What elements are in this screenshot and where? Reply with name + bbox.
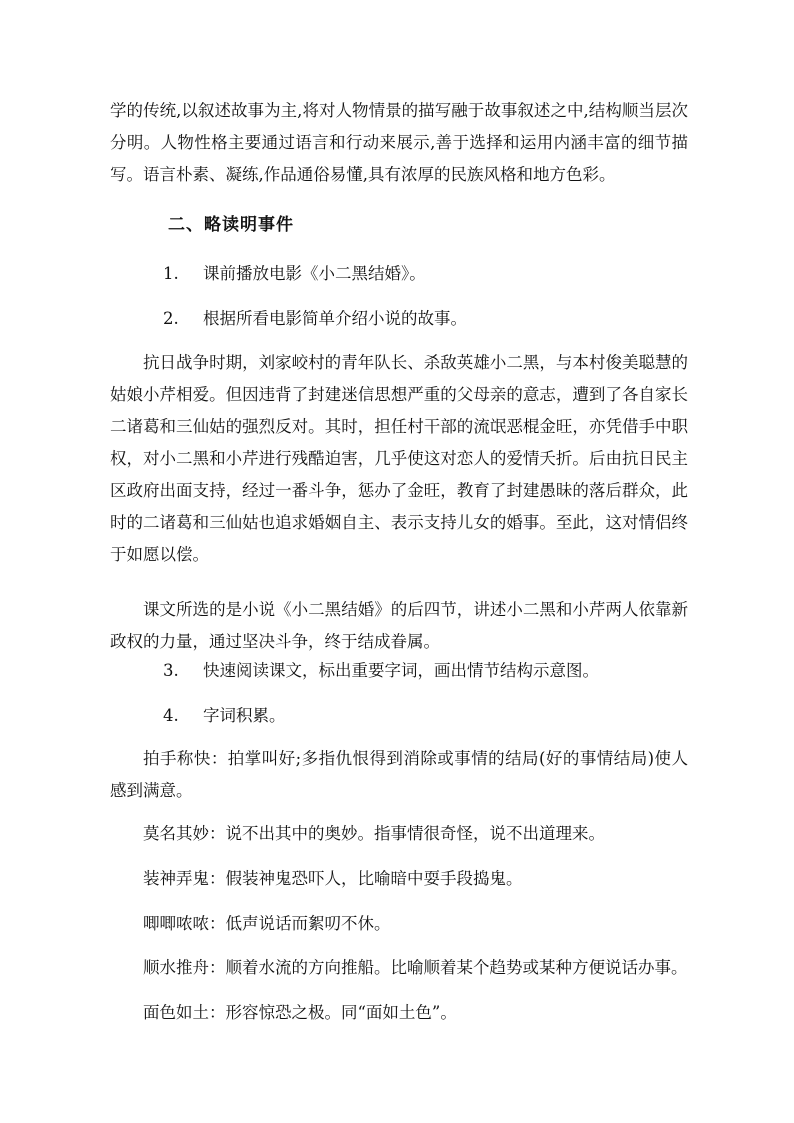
vocabulary-entry: 顺水推舟：顺着水流的方向推船。比喻顺着某个趋势或某种方便说话办事。 [143, 958, 688, 977]
step-number: 4. [163, 706, 179, 725]
step-item [163, 655, 599, 687]
step-text: 字词积累。 [203, 706, 286, 725]
step-number: 1. [163, 264, 179, 283]
story-paragraph: 抗日战争时期，刘家峧村的青年队长、杀敌英雄小二黑，与本村俊美聪慧的姑娘小芹相爱。但因违背了封建迷信思想严重的父母亲的意志，遭到了各自家长二诸葛和三仙姑的强烈反对。其时，担任村干部的流氓恶棍金旺，亦凭借手中职权，对小二黑和小芹进行残酷迫害，几乎使这对恋人的爱情夭折。后由抗日民主区政府出面支持，经过一番斗争，惩办了金旺，教育了封建愚昧的落后群众，此时的二诸葛和三仙姑也追求婚姻自主、表示支持儿女的婚事。至此，这对情侣终于如愿以偿。 [110, 353, 688, 564]
step-item [163, 303, 467, 335]
vocabulary-entry: 拍手称快：拍掌叫好;多指仇恨得到消除或事情的结局(好的事情结局)使人感到满意。 [110, 749, 688, 800]
vocabulary-entry: 装神弄鬼：假装神鬼恐吓人，比喻暗中耍手段捣鬼。 [143, 869, 523, 888]
section-heading: 二、略读明事件 [168, 215, 294, 235]
step-number: 2. [163, 309, 179, 328]
text-paragraph: 课文所选的是小说《小二黑结婚》的后四节，讲述小二黑和小芹两人依靠新政权的力量，通过坚决斗争，终于结成眷属。 [110, 600, 688, 651]
step-text: 快速阅读课文，标出重要字词，画出情节结构示意图。 [203, 661, 599, 680]
step-text: 根据所看电影简单介绍小说的故事。 [203, 309, 467, 328]
vocabulary-entry: 唧唧哝哝：低声说话而絮叨不休。 [143, 914, 391, 933]
step-number: 3. [163, 661, 179, 680]
intro-paragraph: 学的传统,以叙述故事为主,将对人物情景的描写融于故事叙述之中,结构顺当层次分明。人物性格主要通过语言和行动来展示,善于选择和运用内涵丰富的细节描写。语言朴素、凝练,作品通俗易懂,具有浓厚的民族风格和地方色彩。 [110, 101, 688, 184]
step-text: 课前播放电影《小二黑结婚》。 [203, 264, 426, 283]
vocabulary-entry: 莫名其妙：说不出其中的奥妙。指事情很奇怪，说不出道理来。 [143, 824, 605, 843]
step-item [163, 258, 426, 290]
vocabulary-entry: 面色如土：形容惊恐之极。同“面如土色”。 [143, 1003, 457, 1022]
step-item [163, 700, 286, 732]
